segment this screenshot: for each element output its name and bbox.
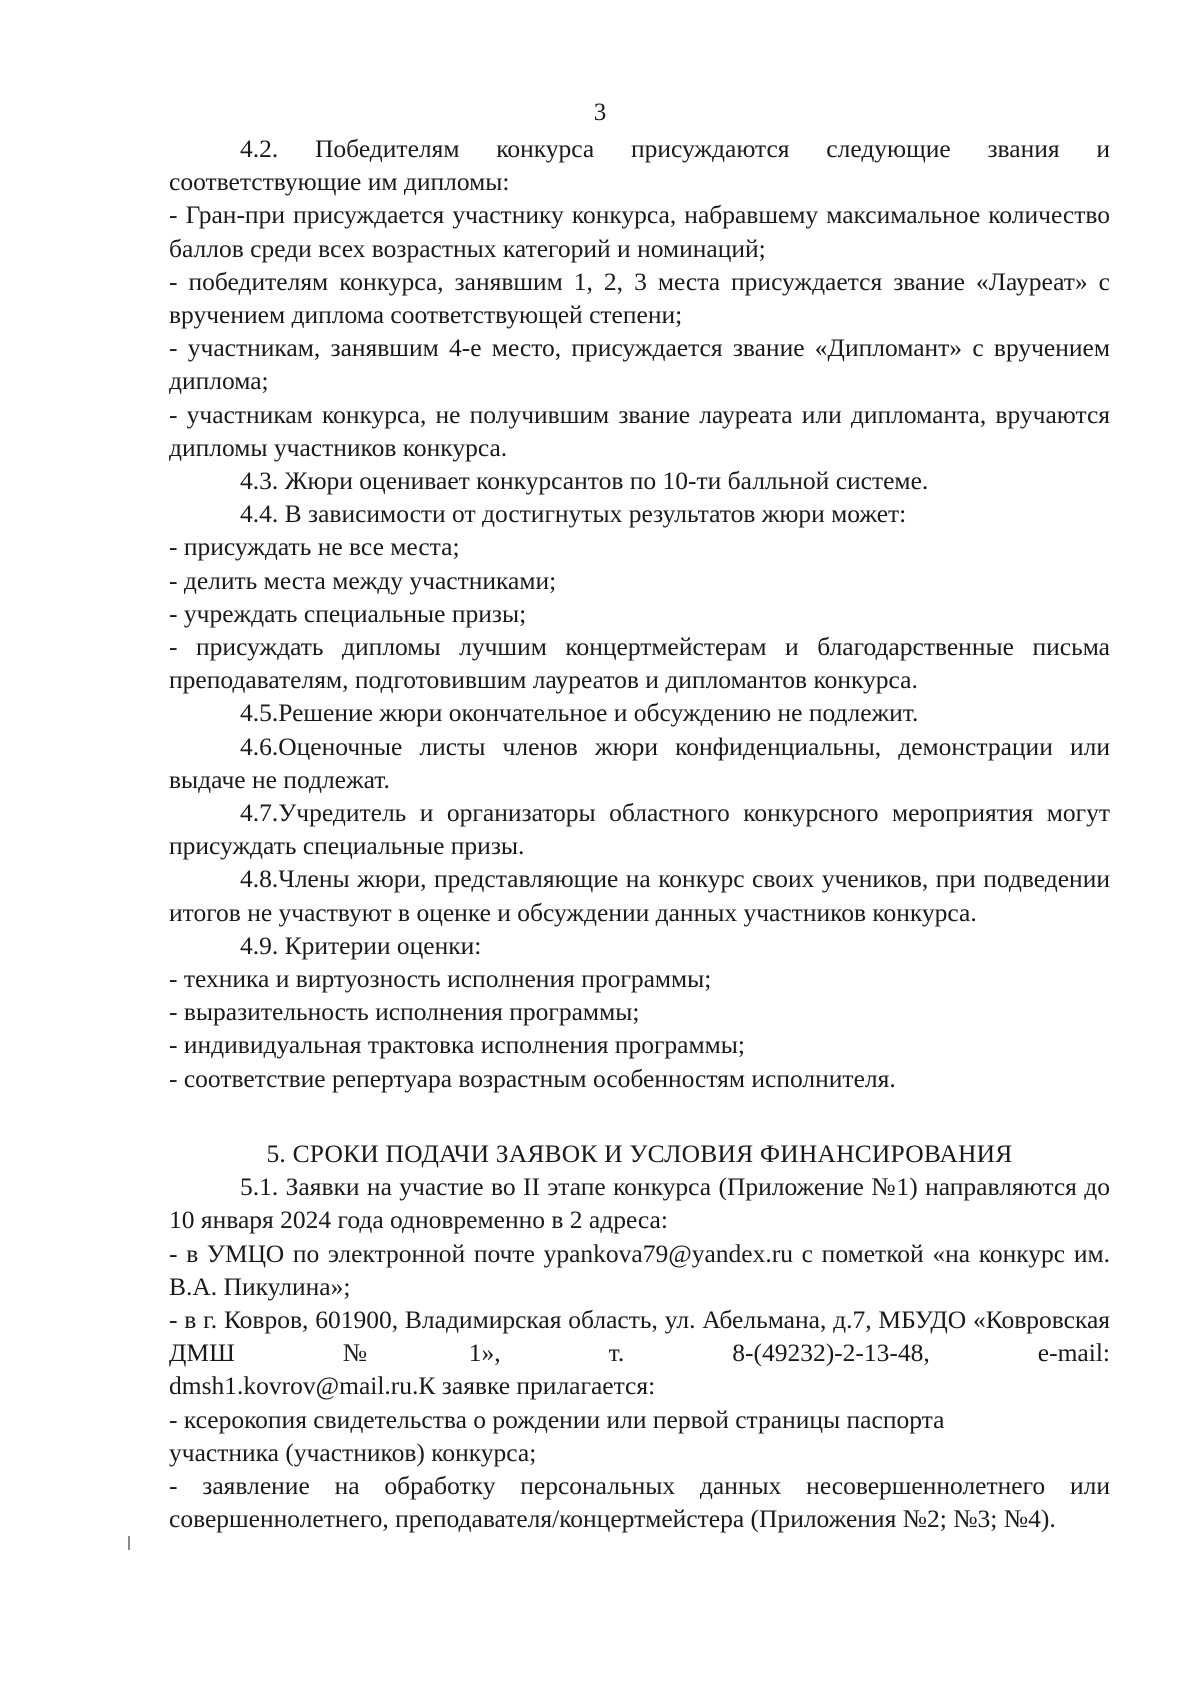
list-item-not-all-places: - присуждать не все места; [169, 532, 460, 562]
paragraph-4-3: 4.3. Жюри оценивает конкурсантов по 10-ти балльной системе. [240, 466, 929, 496]
paragraph-4-6: 4.6.Оценочные листы членов жюри конфиденциальны, демонстрации или выдаче не подлежат. [169, 731, 1110, 794]
list-item-laureate: - победителям конкурса, занявшим 1, 2, 3 места присуждается звание «Лауреат» с вручением диплома соответствующей степени; [169, 266, 1110, 330]
list-item-personal-data: - заявление на обработку персональных данных несовершеннолетнего или совершеннолетнего, преподавателя/концертмейстера (Приложения №2; №3; №4). [169, 1470, 1110, 1534]
paragraph-4-5: 4.5.Решение жюри окончательное и обсуждению не подлежит. [240, 698, 919, 728]
list-item-passport-copy-cont: участника (участников) конкурса; [169, 1437, 537, 1467]
list-item-special-prizes: - учреждать специальные призы; [169, 598, 527, 628]
section-5-heading: 5. СРОКИ ПОДАЧИ ЗАЯВОК И УСЛОВИЯ ФИНАНСИРОВАНИЯ [266, 1138, 1013, 1168]
list-item-passport-copy: - ксерокопия свидетельства о рождении или первой страницы паспорта [169, 1404, 945, 1434]
list-item-participants: - участникам конкурса, не получившим звание лауреата или дипломанта, вручаются дипломы участников конкурса. [169, 399, 1110, 462]
document-body [169, 132, 1110, 1535]
list-item-interpretation: - индивидуальная трактовка исполнения программы; [169, 1030, 745, 1060]
list-item-diplomant: - участникам, занявшим 4-е место, присуждается звание «Дипломант» с вручением диплома; [169, 333, 1110, 396]
list-item-postal-address: - в г. Ковров, 601900, Владимирская область, ул. Абельмана, д.7, МБУДО «Ковровская ДМШ №1», т. 8-(49232)-2-13-48, e-mail: [169, 1304, 1110, 1368]
page-number: 3 [593, 99, 607, 126]
paragraph-4-2: 4.2. Победителям конкурса присуждаются следующие звания и соответствующие им дипломы: [169, 134, 1110, 197]
email-attachment-line: dmsh1.kovrov@mail.ru.К заявке прилагается: [169, 1371, 656, 1401]
list-item-grand-prix: - Гран-при присуждается участнику конкурса, набравшему максимальное количество баллов среди всех возрастных категорий и номинаций; [169, 200, 1110, 263]
list-item-divide-places: - делить места между участниками; [169, 565, 557, 595]
scan-margin-mark [128, 1536, 130, 1550]
paragraph-4-9: 4.9. Критерии оценки: [240, 930, 482, 960]
list-item-email-address: - в УМЦО по электронной почте ypankova79@yandex.ru с пометкой «на конкурс им. В.А. Пикулина»; [169, 1238, 1110, 1301]
list-item-technique: - техника и виртуозность исполнения программы; [169, 964, 712, 994]
paragraph-4-7: 4.7.Учредитель и организаторы областного конкурсного мероприятия могут присуждать специальные призы. [169, 798, 1110, 861]
list-item-accompanist-diplomas: - присуждать дипломы лучшим концертмейстерам и благодарственные письма преподавателям, подготовившим лауреатов и дипломантов конкурса. [169, 632, 1110, 695]
list-item-repertoire: - соответствие репертуара возрастным особенностям исполнителя. [169, 1063, 896, 1093]
list-item-expressiveness: - выразительность исполнения программы; [169, 997, 640, 1027]
paragraph-4-4: 4.4. В зависимости от достигнутых результатов жюри может: [240, 499, 907, 529]
paragraph-5-1: 5.1. Заявки на участие во II этапе конкурса (Приложение №1) направляются до 10 января 2024 года одновременно в 2 адреса: [169, 1172, 1110, 1235]
paragraph-4-8: 4.8.Члены жюри, представляющие на конкурс своих учеников, при подведении итогов не участвуют в оценке и обсуждении данных участников конкурса. [169, 864, 1110, 927]
